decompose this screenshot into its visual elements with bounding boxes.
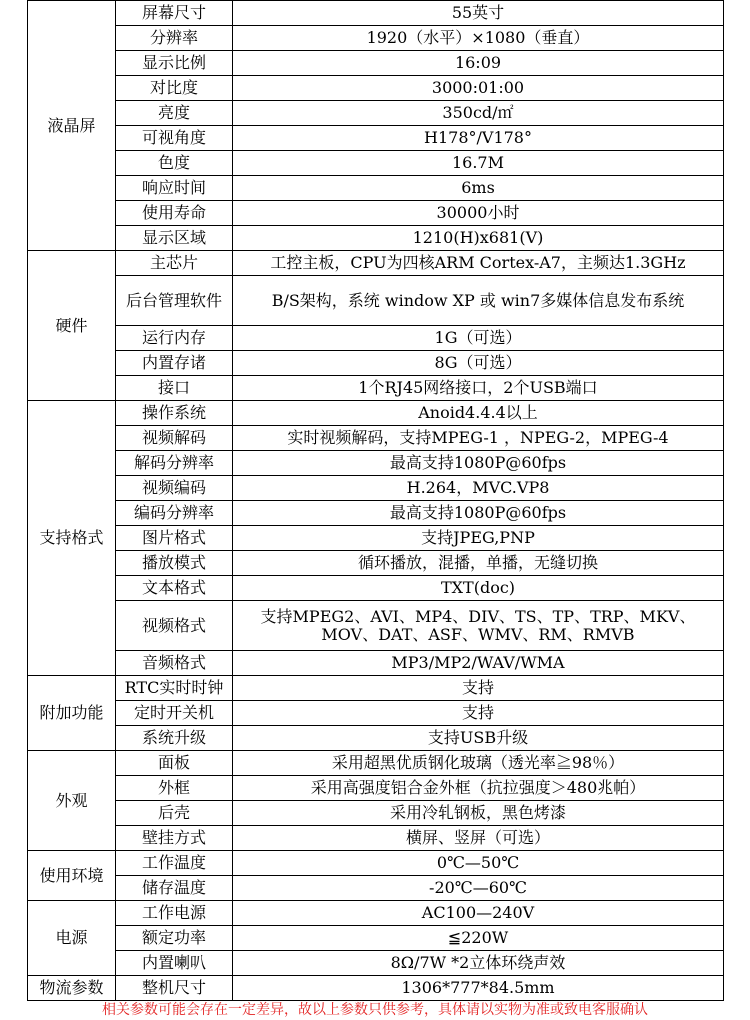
disclaimer-note: 相关参数可能会存在一定差异，故以上参数只供参考，具体请以实物为准或致电客服确认 [102, 1002, 648, 1018]
spec-row [28, 101, 724, 126]
param-value-cell: 支持 [233, 676, 724, 701]
param-name-cell: 亮度 [116, 101, 233, 126]
spec-row [28, 526, 724, 551]
param-name-cell: 主芯片 [116, 251, 233, 276]
param-name-cell: 壁挂方式 [116, 826, 233, 851]
param-name-cell: 色度 [116, 151, 233, 176]
spec-row [28, 551, 724, 576]
spec-row [28, 176, 724, 201]
param-name-cell: 后壳 [116, 801, 233, 826]
param-value-cell: H.264，MVC.VP8 [233, 476, 724, 501]
category-cell: 电源 [28, 901, 116, 976]
spec-row [28, 476, 724, 501]
param-value-cell: 实时视频解码，支持MPEG-1 ，NPEG-2，MPEG-4 [233, 426, 724, 451]
param-value-cell: 支持USB升级 [233, 726, 724, 751]
param-value-cell: -20℃—60℃ [233, 876, 724, 901]
param-value-cell: 0℃—50℃ [233, 851, 724, 876]
param-value-cell: 1G（可选） [233, 326, 724, 351]
param-name-cell: 内置存诸 [116, 351, 233, 376]
spec-row [28, 451, 724, 476]
param-value-cell: 循环播放，混播，单播，无缝切换 [233, 551, 724, 576]
category-cell: 附加功能 [28, 676, 116, 751]
param-name-cell: 视频解码 [116, 426, 233, 451]
param-name-cell: 播放模式 [116, 551, 233, 576]
param-value-cell: Anoid4.4.4以上 [233, 401, 724, 426]
param-value-cell: 工控主板，CPU为四核ARM Cortex-A7，主频达1.3GHz [233, 251, 724, 276]
spec-table [27, 0, 724, 1001]
param-value-cell: 采用冷轧钢板，黑色烤漆 [233, 801, 724, 826]
param-value-cell: TXT(doc) [233, 576, 724, 601]
spec-row [28, 251, 724, 276]
param-name-cell: 工作电源 [116, 901, 233, 926]
param-name-cell: 运行内存 [116, 326, 233, 351]
param-name-cell: 系统升级 [116, 726, 233, 751]
spec-row [28, 951, 724, 976]
param-name-cell: 音频格式 [116, 651, 233, 676]
spec-table-body [28, 1, 724, 1001]
param-name-cell: 图片格式 [116, 526, 233, 551]
spec-row [28, 876, 724, 901]
category-cell: 物流参数 [28, 976, 116, 1001]
spec-row [28, 826, 724, 851]
param-value-cell: 1个RJ45网络接口，2个USB端口 [233, 376, 724, 401]
spec-row [28, 926, 724, 951]
param-name-cell: 接口 [116, 376, 233, 401]
param-value-cell: ≦220W [233, 926, 724, 951]
spec-row [28, 1, 724, 26]
param-name-cell: 对比度 [116, 76, 233, 101]
spec-row [28, 376, 724, 401]
spec-row [28, 576, 724, 601]
param-name-cell: 操作系统 [116, 401, 233, 426]
param-name-cell: 屏幕尺寸 [116, 1, 233, 26]
param-name-cell: 视频编码 [116, 476, 233, 501]
param-value-cell: 最高支持1080P@60fps [233, 451, 724, 476]
param-name-cell: 可视角度 [116, 126, 233, 151]
spec-row [28, 851, 724, 876]
param-value-cell: 55英寸 [233, 1, 724, 26]
spec-row [28, 651, 724, 676]
param-value-cell: 6ms [233, 176, 724, 201]
param-name-cell: 视频格式 [116, 601, 233, 651]
param-value-cell: 16:09 [233, 51, 724, 76]
spec-row [28, 276, 724, 326]
spec-row [28, 226, 724, 251]
param-name-cell: 显示区域 [116, 226, 233, 251]
param-value-cell: 支持MPEG2、AVI、MP4、DIV、TS、TP、TRP、MKV、MOV、DAT、ASF、WMV、RM、RMVB [233, 601, 724, 651]
param-value-cell: 横屏、竖屏（可选） [233, 826, 724, 851]
spec-row [28, 201, 724, 226]
param-name-cell: 分辨率 [116, 26, 233, 51]
param-name-cell: 储存温度 [116, 876, 233, 901]
spec-row [28, 726, 724, 751]
param-value-cell: 1920（水平）×1080（垂直） [233, 26, 724, 51]
param-value-cell: 1306*777*84.5mm [233, 976, 724, 1001]
param-name-cell: 使用寿命 [116, 201, 233, 226]
param-value-cell: 最高支持1080P@60fps [233, 501, 724, 526]
spec-row [28, 801, 724, 826]
param-value-cell: 采用高强度铝合金外框（抗拉强度＞480兆帕） [233, 776, 724, 801]
category-cell: 液晶屏 [28, 1, 116, 251]
spec-row [28, 901, 724, 926]
param-name-cell: 编码分辨率 [116, 501, 233, 526]
category-cell: 硬件 [28, 251, 116, 401]
param-name-cell: 整机尺寸 [116, 976, 233, 1001]
param-value-cell: 支持 [233, 701, 724, 726]
spec-row [28, 701, 724, 726]
spec-row [28, 126, 724, 151]
spec-row [28, 751, 724, 776]
param-value-cell: B/S架构，系统 window XP 或 win7多媒体信息发布系统 [233, 276, 724, 326]
param-name-cell: 解码分辨率 [116, 451, 233, 476]
param-value-cell: 8Ω/7W *2立体环绕声效 [233, 951, 724, 976]
param-value-cell: 3000:01:00 [233, 76, 724, 101]
param-value-cell: 采用超黑优质钢化玻璃（透光率≧98％） [233, 751, 724, 776]
param-name-cell: 外框 [116, 776, 233, 801]
spec-row [28, 401, 724, 426]
spec-row [28, 26, 724, 51]
category-cell: 使用环境 [28, 851, 116, 901]
param-value-cell: 1210(H)x681(V) [233, 226, 724, 251]
param-value-cell: 30000小时 [233, 201, 724, 226]
param-value-cell: 16.7M [233, 151, 724, 176]
spec-row [28, 976, 724, 1001]
param-name-cell: RTC实时时钟 [116, 676, 233, 701]
param-name-cell: 面板 [116, 751, 233, 776]
spec-row [28, 326, 724, 351]
param-name-cell: 定时开关机 [116, 701, 233, 726]
spec-row [28, 601, 724, 651]
spec-row [28, 776, 724, 801]
spec-row [28, 676, 724, 701]
spec-row [28, 501, 724, 526]
category-cell: 支持格式 [28, 401, 116, 676]
param-name-cell: 显示比例 [116, 51, 233, 76]
param-value-cell: 350cd/㎡ [233, 101, 724, 126]
spec-row [28, 51, 724, 76]
param-value-cell: MP3/MP2/WAV/WMA [233, 651, 724, 676]
spec-row [28, 351, 724, 376]
spec-row [28, 426, 724, 451]
param-name-cell: 响应时间 [116, 176, 233, 201]
param-value-cell: H178°/V178° [233, 126, 724, 151]
param-value-cell: 8G（可选） [233, 351, 724, 376]
param-name-cell: 文本格式 [116, 576, 233, 601]
spec-row [28, 151, 724, 176]
param-name-cell: 工作温度 [116, 851, 233, 876]
param-value-cell: AC100—240V [233, 901, 724, 926]
param-value-cell: 支持JPEG,PNP [233, 526, 724, 551]
param-name-cell: 额定功率 [116, 926, 233, 951]
spec-row [28, 76, 724, 101]
category-cell: 外观 [28, 751, 116, 851]
param-name-cell: 内置喇叭 [116, 951, 233, 976]
param-name-cell: 后台管理软件 [116, 276, 233, 326]
